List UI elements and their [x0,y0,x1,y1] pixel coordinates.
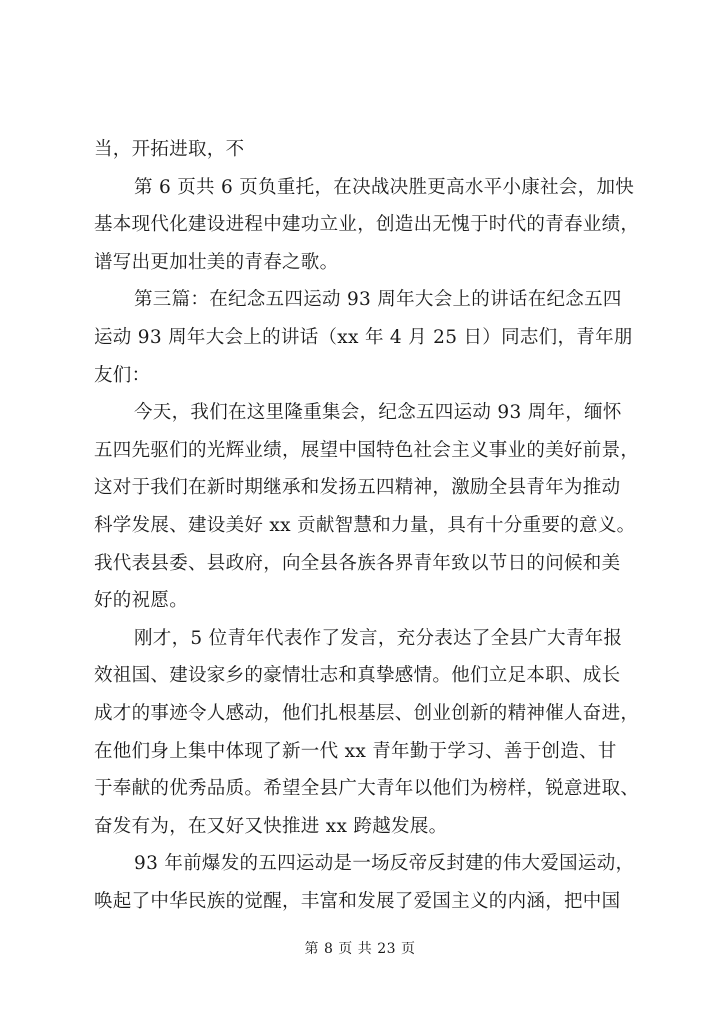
text-line: 成才的事迹令人感动，他们扎根基层、创业创新的精神催人奋进， [94,702,640,724]
text-line: 谱写出更加壮美的青春之歌。 [94,251,339,273]
text-line: 这对于我们在新时期继承和发扬五四精神，激励全县青年为推动 [94,477,621,499]
document-body [94,131,640,920]
text-line: 友们： [94,364,151,386]
text-line: 基本现代化建设进程中建功立业，创造出无愧于时代的青春业绩， [94,214,640,236]
text-line: 刚才，5 位青年代表作了发言，充分表达了全县广大青年报 [134,627,623,649]
text-line: 于奉献的优秀品质。希望全县广大青年以他们为榜样，锐意进取、 [94,778,640,800]
text-line: 效祖国、建设家乡的豪情壮志和真挚感情。他们立足本职、成长 [94,665,621,687]
section-heading-line: 第三篇：在纪念五四运动 93 周年大会上的讲话在纪念五四 [134,289,622,311]
text-line: 93 年前爆发的五四运动是一场反帝反封建的伟大爱国运动， [134,853,635,875]
text-line: 五四先驱们的光辉业绩，展望中国特色社会主义事业的美好前景， [94,439,640,461]
text-line: 唤起了中华民族的觉醒，丰富和发展了爱国主义的内涵，把中国 [94,890,621,912]
text-line: 第 6 页共 6 页负重托，在决战决胜更高水平小康社会，加快 [134,176,635,198]
text-line: 好的祝愿。 [94,590,189,612]
text-line: 在他们身上集中体现了新一代 xx 青年勤于学习、善于创造、甘 [94,740,617,762]
text-line: 当，开拓进取，不 [94,139,245,160]
text-line: 今天，我们在这里隆重集会，纪念五四运动 93 周年，缅怀 [134,402,622,424]
text-line: 我代表县委、县政府，向全县各族各界青年致以节日的问候和美 [94,552,621,574]
text-line: 运动 93 周年大会上的讲话（xx 年 4 月 25 日）同志们，青年朋 [94,326,633,348]
page-number-footer: 第 8 页 共 23 页 [304,941,416,957]
text-line: 奋发有为，在又好又快推进 xx 跨越发展。 [94,815,448,837]
text-line: 科学发展、建设美好 xx 贡献智慧和力量，具有十分重要的意义。 [94,514,636,536]
